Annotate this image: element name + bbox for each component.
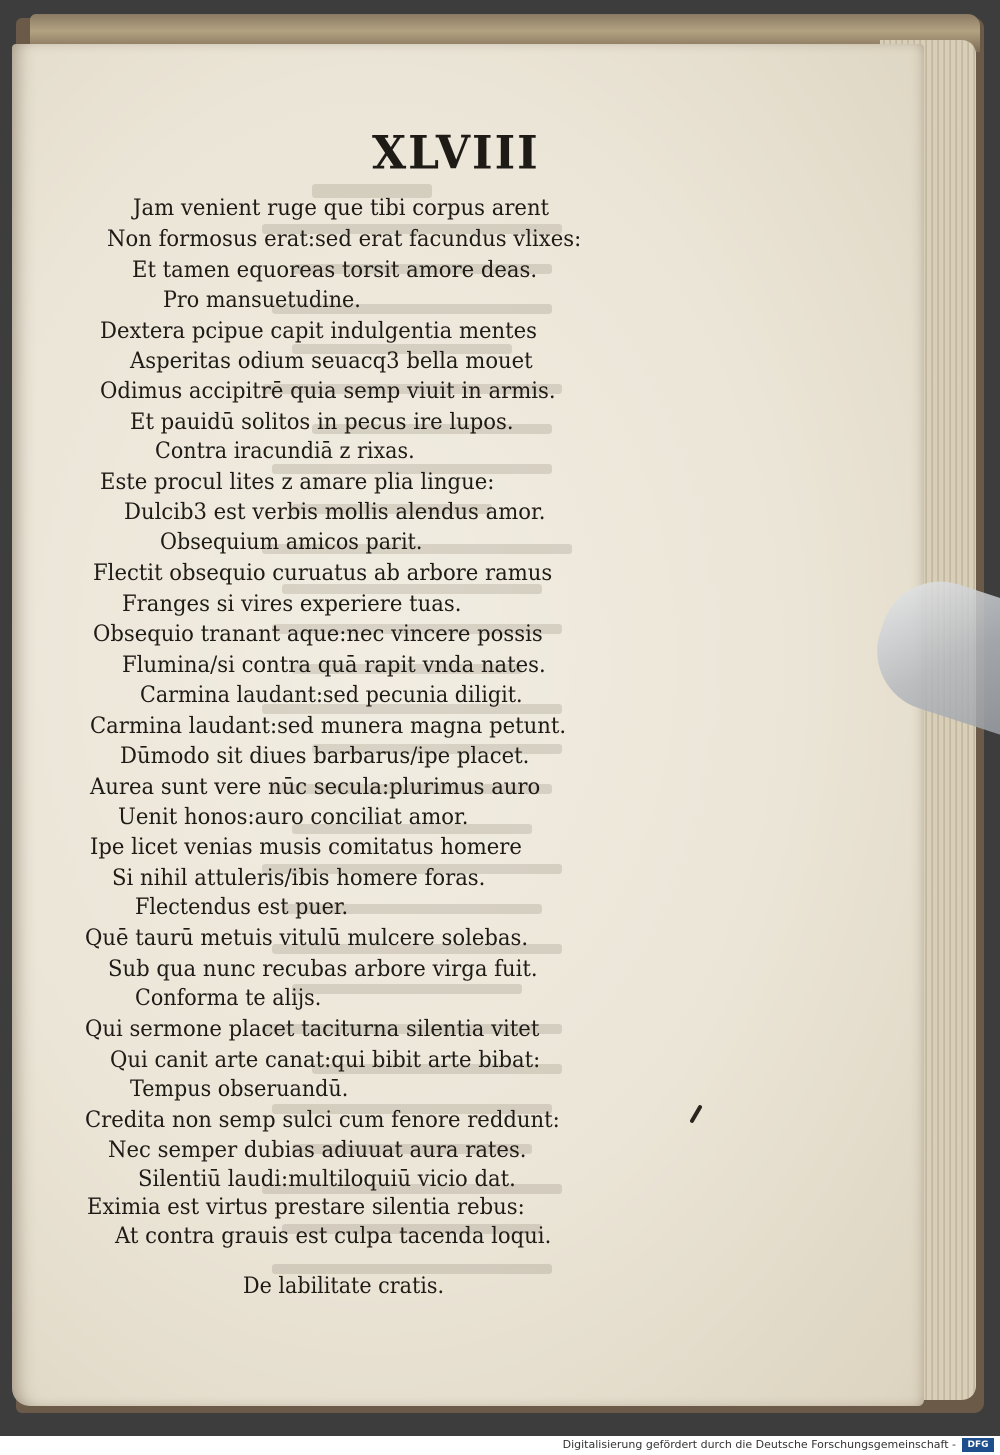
verse-line: Non formosus erat:sed erat facundus vlixes:: [107, 226, 582, 252]
section-heading: Flectendus est puer.: [135, 895, 349, 920]
verse-line: Ipe licet venias musis comitatus homere: [90, 834, 522, 860]
section-heading: Pro mansuetudine.: [163, 288, 361, 313]
section-heading: Carmina laudant:sed pecunia diligit.: [140, 683, 523, 708]
verse-line: Sub qua nunc recubas arbore virga fuit.: [108, 956, 538, 982]
verse-line: Jam venient ruge que tibi corpus arent: [133, 195, 550, 221]
verse-line: Odimus accipitrē quia semp viuit in armis.: [100, 378, 556, 404]
verse-line: Et tamen equoreas torsit amore deas.: [132, 257, 538, 283]
verse-line: Uenit honos:auro conciliat amor.: [118, 804, 469, 830]
verse-line: Silentiū laudi:multiloquiū vicio dat.: [138, 1166, 516, 1192]
verse-line: Nec semper dubias adiuuat aura rates.: [108, 1137, 527, 1163]
verse-line: Eximia est virtus prestare silentia rebus:: [87, 1194, 525, 1220]
verse-line: Este procul lites z amare plia lingue:: [100, 469, 495, 495]
verse-line: Franges si vires experiere tuas.: [122, 591, 462, 617]
verse-line: Aurea sunt vere nūc secula:plurimus auro: [90, 774, 541, 800]
verse-line: At contra grauis est culpa tacenda loqui.: [115, 1223, 552, 1249]
verse-line: Et pauidū solitos in pecus ire lupos.: [130, 409, 514, 435]
verse-line: Qui canit arte canat:qui bibit arte bibat:: [110, 1047, 541, 1073]
verse-line: Dūmodo sit diues barbarus/ipe placet.: [120, 743, 530, 769]
verse-line: Si nihil attuleris/ibis homere foras.: [112, 865, 486, 891]
dfg-logo: DFG: [962, 1438, 994, 1452]
folio-number: XLVIII: [372, 126, 540, 181]
verse-line: Qui sermone placet taciturna silentia vitet: [85, 1016, 540, 1042]
funding-credit: Digitalisierung gefördert durch die Deutsche Forschungsgemeinschaft -: [562, 1438, 956, 1451]
section-heading: De labilitate cratis.: [243, 1274, 445, 1299]
footer-bar: [0, 1436, 1000, 1455]
verse-line: Dextera pcipue capit indulgentia mentes: [100, 318, 538, 344]
verse-line: Flumina/si contra quā rapit vnda nates.: [122, 652, 546, 678]
verse-line: Flectit obsequio curuatus ab arbore ramus: [93, 560, 553, 586]
verse-line: Quē taurū metuis vitulū mulcere solebas.: [85, 925, 529, 951]
verse-line: Obsequio tranant aque:nec vincere possis: [93, 621, 543, 647]
verse-line: Dulcib3 est verbis mollis alendus amor.: [124, 499, 546, 525]
section-heading: Tempus obseruandū.: [130, 1077, 349, 1102]
verse-line: Carmina laudant:sed munera magna petunt.: [90, 713, 567, 739]
verse-line: Credita non semp sulci cum fenore reddunt:: [85, 1107, 560, 1133]
section-heading: Conforma te alijs.: [135, 986, 322, 1011]
section-heading: Contra iracundiā z rixas.: [155, 439, 415, 464]
section-heading: Obsequium amicos parit.: [160, 530, 423, 555]
verse-line: Asperitas odium seuacq3 bella mouet: [130, 348, 533, 374]
